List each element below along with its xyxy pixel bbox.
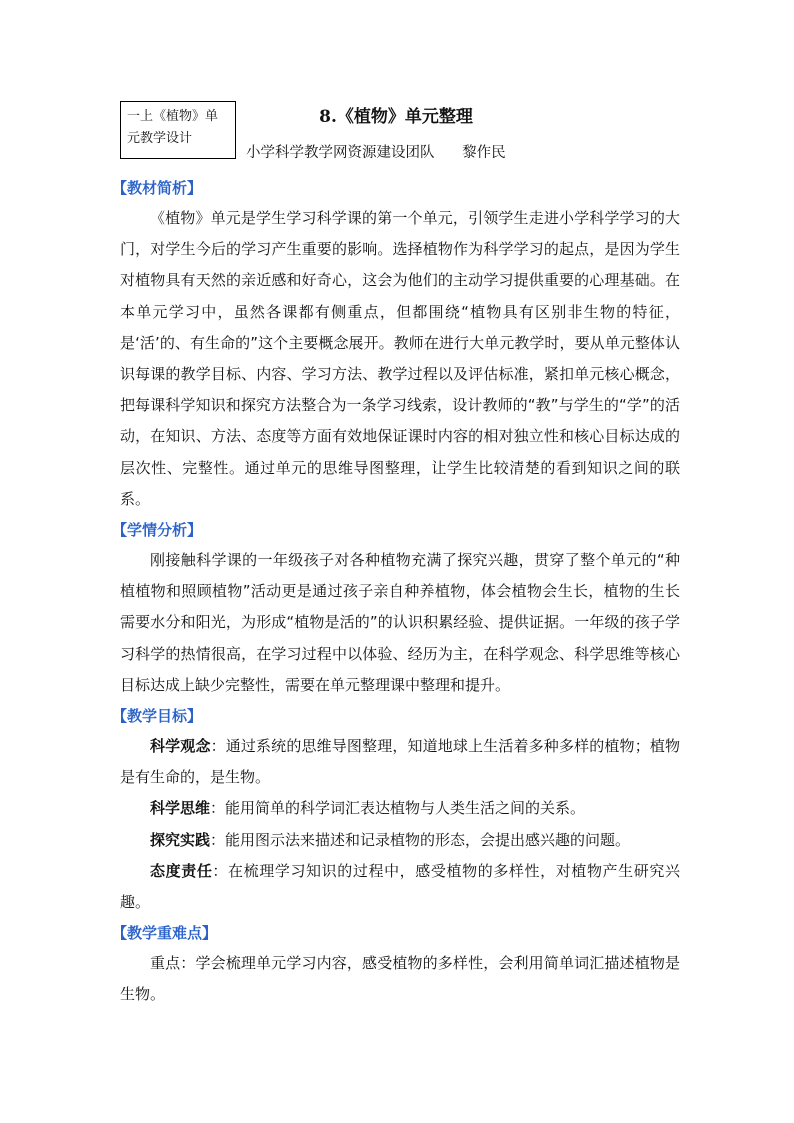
unit-tag-box: 一上《植物》单元教学设计 <box>120 101 236 159</box>
paragraph-student-analysis: 刚接触科学课的一年级孩子对各种植物充满了探究兴趣，贯穿了整个单元的“种植植物和照顾植物”活动更是通过孩子亲自种养植物，体会植物会生长，植物的生长需要水分和阳光，为形成“植物是活的”的认识积累经验、提供证据。一年级的孩子学习科学的热情很高，在学习过程中以体验、经历为主，在科学观念、科学思维等核心目标达成上缺少完整性，需要在单元整理课中整理和提升。 <box>120 551 680 694</box>
author-line: 小学科学教学网资源建设团队 黎作民 <box>246 145 506 161</box>
goal-science-thinking <box>120 793 680 824</box>
goal-label: 探究实践 <box>150 830 211 849</box>
section-heading-teaching-goals: 【教学目标】 <box>112 707 203 726</box>
goal-text: ：在梳理学习知识的过程中，感受植物的多样性，对植物产生研究兴趣。 <box>120 861 680 912</box>
goal-label: 态度责任 <box>150 861 213 880</box>
goal-label: 科学观念 <box>150 737 211 756</box>
goal-text: ：能用图示法来描述和记录植物的形态，会提出感兴趣的问题。 <box>210 830 631 849</box>
goal-text: ：能用简单的科学词汇表达植物与人类生活之间的关系。 <box>210 799 586 818</box>
document-body <box>112 173 680 1011</box>
section-heading-student-analysis: 【学情分析】 <box>112 521 203 540</box>
goal-text: ：通过系统的思维导图整理，知道地球上生活着多种多样的植物；植物是有生命的，是生物。 <box>120 737 680 787</box>
goal-inquiry-practice <box>120 825 680 856</box>
paragraph-textbook-analysis: 《植物》单元是学生学习科学课的第一个单元，引领学生走进小学科学学习的大门，对学生今后的学习产生重要的影响。选择植物作为科学学习的起点，是因为学生对植物具有天然的亲近感和好奇心，这会为他们的主动学习提供重要的心理基础。在本单元学习中，虽然各课都有侧重点，但都围绕“植物具有区别非生物的特征，是‘活’的、有生命的”这个主要概念展开。教师在进行大单元教学时，要从单元整体认识每课的教学目标、内容、学习方法、教学过程以及评估标准，紧扣单元核心概念，把每课科学知识和探究方法整合为一条学习线索，设计教师的“教”与学生的“学”的活动，在知识、方法、态度等方面有效地保证课时内容的相对独立性和核心目标达成的层次性、完整性。通过单元的思维导图整理，让学生比较清楚的看到知识之间的联系。 <box>120 209 680 508</box>
section-heading-textbook-analysis: 【教材简析】 <box>112 179 203 197</box>
page-title: 8.《植物》单元整理 <box>319 107 473 127</box>
goal-label: 科学思维 <box>150 799 211 818</box>
paragraph-key-points: 重点：学会梳理单元学习内容，感受植物的多样性，会利用简单词汇描述植物是生物。 <box>120 954 680 1004</box>
goal-science-concept <box>120 731 680 793</box>
goal-attitude <box>120 856 680 918</box>
section-heading-key-points: 【教学重难点】 <box>112 924 218 943</box>
